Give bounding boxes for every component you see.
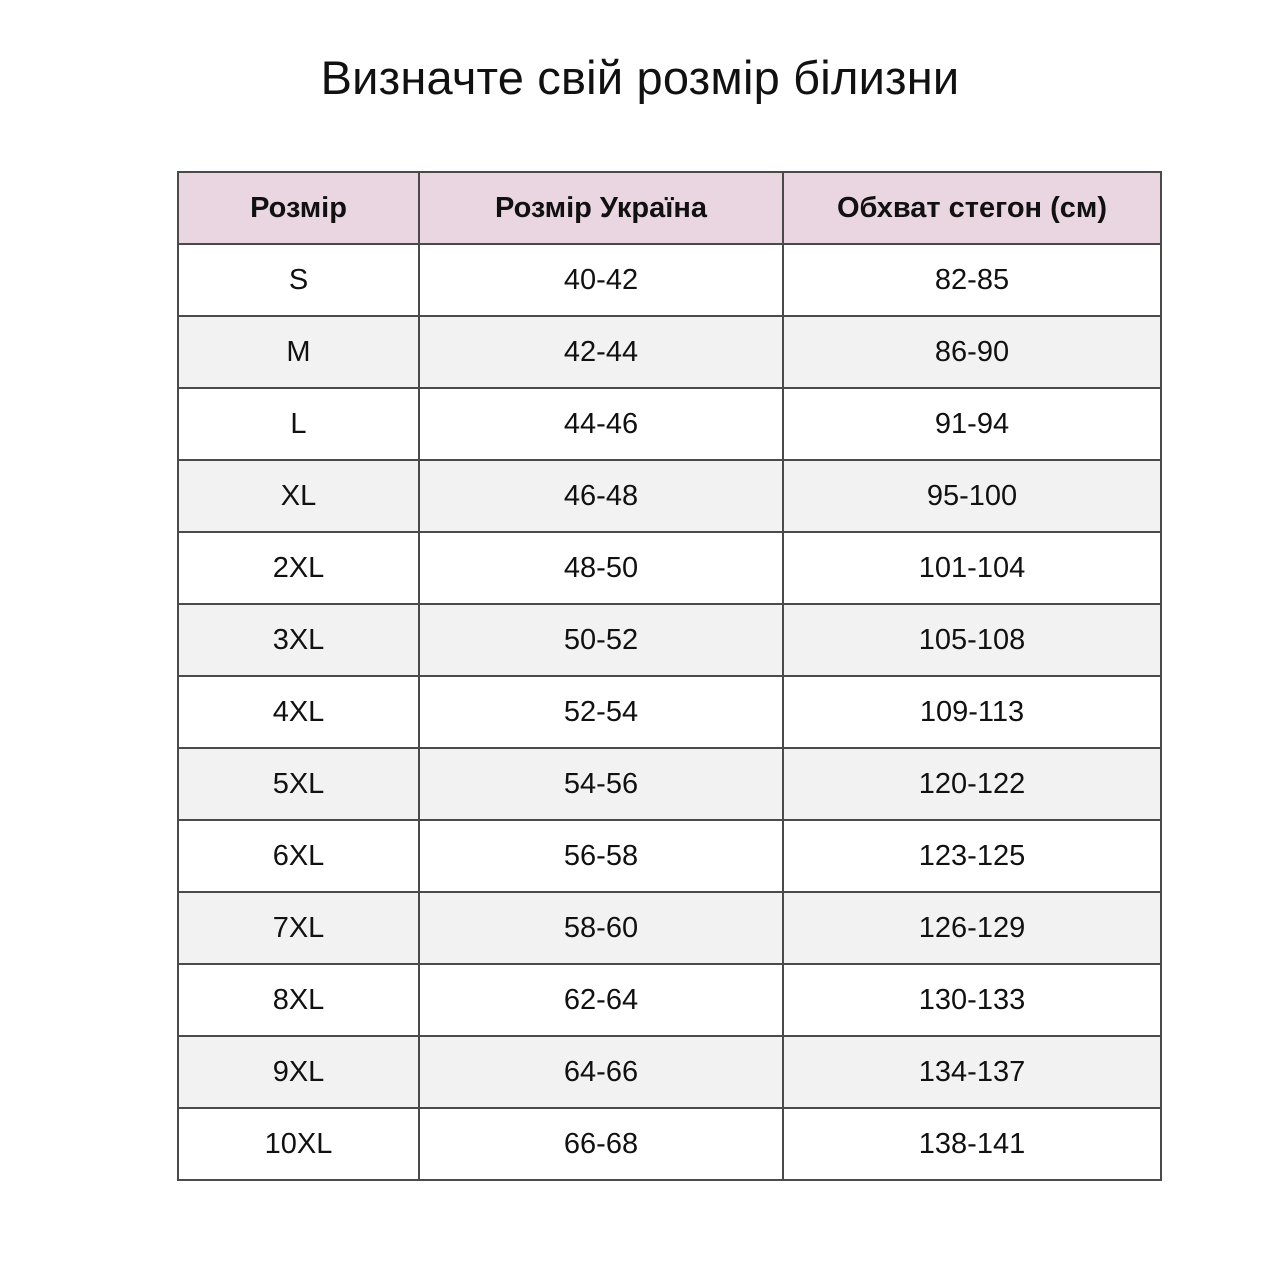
- header-size: Розмір: [178, 172, 419, 244]
- table-row: [178, 1036, 1161, 1108]
- ukraine-size-cell: 58-60: [419, 892, 783, 964]
- ukraine-size-cell: 62-64: [419, 964, 783, 1036]
- table-row: [178, 388, 1161, 460]
- hip-cell: 86-90: [783, 316, 1161, 388]
- header-size-ukraine: Розмір Україна: [419, 172, 783, 244]
- table-row: [178, 316, 1161, 388]
- hip-cell: 134-137: [783, 1036, 1161, 1108]
- ukraine-size-cell: 54-56: [419, 748, 783, 820]
- header-hip-circumference: Обхват стегон (см): [783, 172, 1161, 244]
- size-cell: M: [178, 316, 419, 388]
- ukraine-size-cell: 42-44: [419, 316, 783, 388]
- size-cell: 4XL: [178, 676, 419, 748]
- size-cell: 6XL: [178, 820, 419, 892]
- ukraine-size-cell: 40-42: [419, 244, 783, 316]
- table-row: [178, 676, 1161, 748]
- table-row: [178, 604, 1161, 676]
- ukraine-size-cell: 64-66: [419, 1036, 783, 1108]
- hip-cell: 120-122: [783, 748, 1161, 820]
- size-cell: 2XL: [178, 532, 419, 604]
- size-chart-table: [177, 171, 1162, 1181]
- hip-cell: 101-104: [783, 532, 1161, 604]
- table-row: [178, 964, 1161, 1036]
- size-cell: 3XL: [178, 604, 419, 676]
- hip-cell: 105-108: [783, 604, 1161, 676]
- size-cell: 5XL: [178, 748, 419, 820]
- table-row: [178, 820, 1161, 892]
- table-row: [178, 1108, 1161, 1180]
- table-row: [178, 892, 1161, 964]
- table-row: [178, 748, 1161, 820]
- hip-cell: 109-113: [783, 676, 1161, 748]
- hip-cell: 123-125: [783, 820, 1161, 892]
- size-cell: 8XL: [178, 964, 419, 1036]
- hip-cell: 138-141: [783, 1108, 1161, 1180]
- table-row: [178, 244, 1161, 316]
- hip-cell: 91-94: [783, 388, 1161, 460]
- page-title: Визначте свій розмір білизни: [320, 51, 960, 104]
- ukraine-size-cell: 52-54: [419, 676, 783, 748]
- table-row: [178, 460, 1161, 532]
- ukraine-size-cell: 50-52: [419, 604, 783, 676]
- ukraine-size-cell: 66-68: [419, 1108, 783, 1180]
- ukraine-size-cell: 46-48: [419, 460, 783, 532]
- hip-cell: 82-85: [783, 244, 1161, 316]
- hip-cell: 95-100: [783, 460, 1161, 532]
- table-header-row: [178, 172, 1161, 244]
- table-row: [178, 532, 1161, 604]
- ukraine-size-cell: 44-46: [419, 388, 783, 460]
- ukraine-size-cell: 48-50: [419, 532, 783, 604]
- size-cell: L: [178, 388, 419, 460]
- size-cell: 9XL: [178, 1036, 419, 1108]
- hip-cell: 126-129: [783, 892, 1161, 964]
- size-cell: XL: [178, 460, 419, 532]
- size-cell: 7XL: [178, 892, 419, 964]
- hip-cell: 130-133: [783, 964, 1161, 1036]
- size-cell: 10XL: [178, 1108, 419, 1180]
- size-cell: S: [178, 244, 419, 316]
- ukraine-size-cell: 56-58: [419, 820, 783, 892]
